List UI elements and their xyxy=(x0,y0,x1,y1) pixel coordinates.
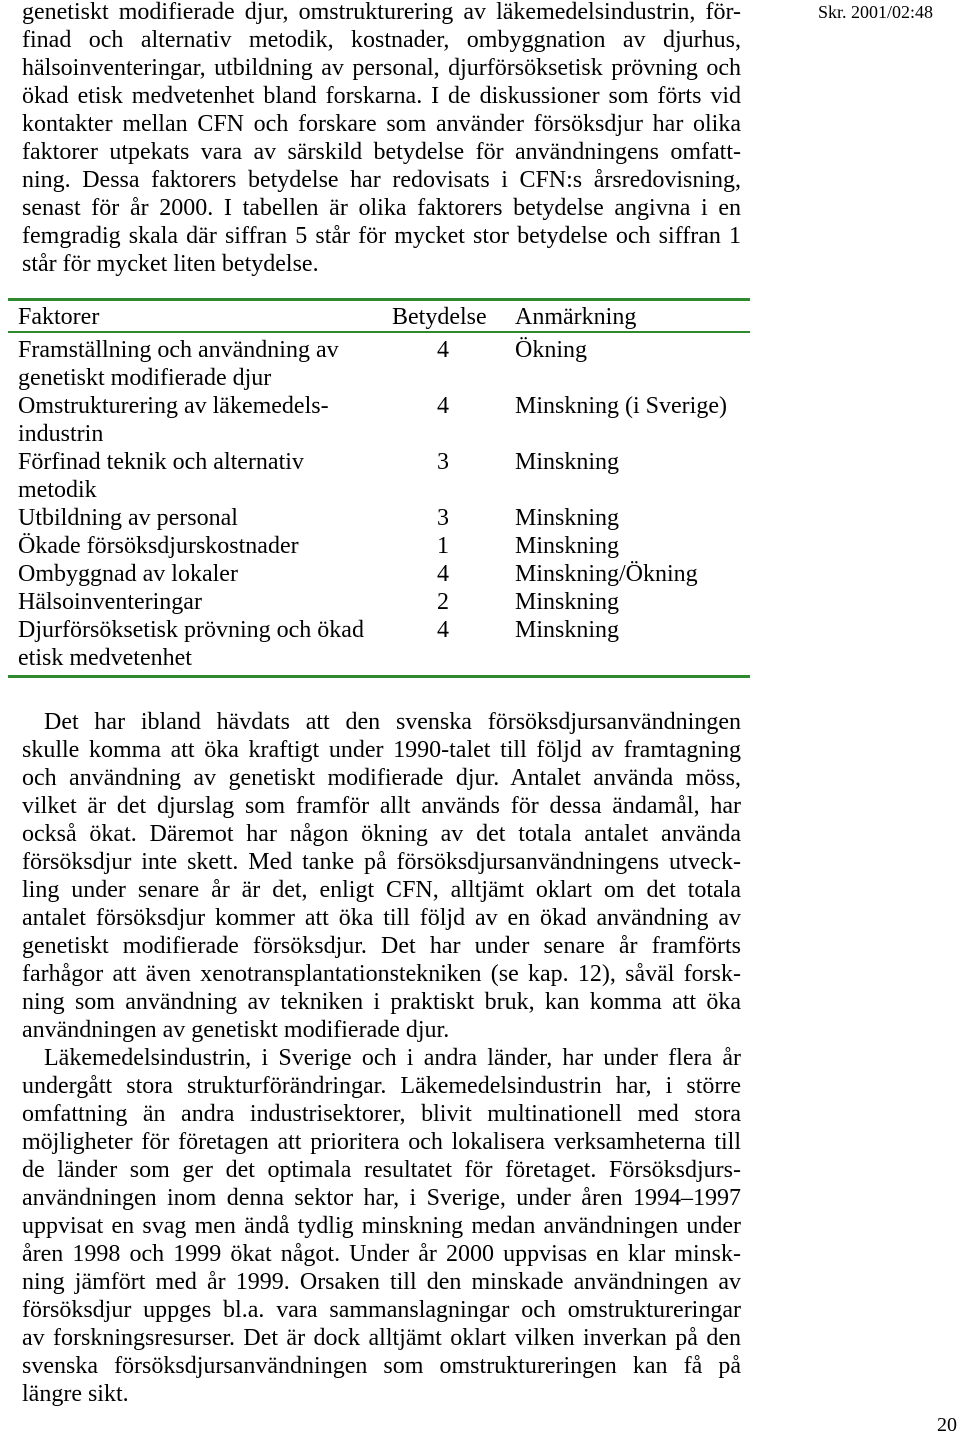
factor-cell: Omstrukturering av läkemedels- industrin xyxy=(18,393,329,447)
factor-cell: Ombyggnad av lokaler xyxy=(18,561,238,587)
factor-cell: Framställning och användning av genetiskt modifierade djur xyxy=(18,337,339,391)
text-line: Läkemedelsindustrin, i Sverige och i andra länder, har under flera år xyxy=(44,1045,741,1071)
text-line: genetiskt modifierade djur, omstrukturering av läkemedelsindustrin, för- xyxy=(22,0,741,25)
text-line: de länder som ger det optimala resultatet för företaget. Försöksdjurs- xyxy=(22,1157,741,1183)
paragraph xyxy=(22,708,741,1044)
text-line: uppvisat en svag men ändå tydlig minskning medan användningen under xyxy=(22,1213,741,1239)
text-line: av forskningsresurser. Det är dock alltjämt oklart vilken inverkan på den xyxy=(22,1325,741,1351)
text-line: omfattning än andra industrisektorer, blivit multinationell med stora xyxy=(22,1101,741,1127)
table-row xyxy=(8,560,750,588)
table-row xyxy=(8,392,750,448)
factor-cell: Ökade försöksdjurskostnader xyxy=(18,533,299,559)
remark-cell: Minskning xyxy=(515,589,620,615)
paragraph xyxy=(22,1044,741,1408)
text-line: genetiskt modifierade försöksdjur. Det har under senare år framförts xyxy=(22,933,741,959)
text-line: ning som användning av tekniken i praktiskt bruk, kan komma att öka xyxy=(22,989,741,1015)
factor-cell: Förfinad teknik och alternativ metodik xyxy=(18,449,304,503)
table-row xyxy=(8,588,750,616)
text-line: Det har ibland hävdats att den svenska försöksdjursanvändningen xyxy=(44,709,741,735)
text-line: svenska försöksdjursanvändningen som omstruktureringen kan få på xyxy=(22,1353,741,1379)
text-line: möjligheter för företagen att prioritera och lokalisera verksamheterna till xyxy=(22,1129,741,1155)
text-line: skulle komma att öka kraftigt under 1990-talet till följd av framtagning xyxy=(22,737,741,763)
importance-cell: 4 xyxy=(437,337,449,363)
text-line: faktorer utpekats vara av särskild betydelse för användningens omfatt- xyxy=(22,139,741,165)
header-remark: Anmärkning xyxy=(515,304,637,330)
text-line: användningen inom denna sektor har, i Sverige, under åren 1994–1997 xyxy=(22,1185,741,1211)
text-line: och användning av genetiskt modifierade djur. Antalet använda möss, xyxy=(22,765,741,791)
text-line: försöksdjur uppges bl.a. vara sammanslagningar och omstruktureringar xyxy=(22,1297,741,1323)
remark-cell: Ökning xyxy=(515,337,587,363)
text-line: undergått stora strukturförändringar. Läkemedelsindustrin har, i större xyxy=(22,1073,741,1099)
text-line: femgradig skala där siffran 5 står för mycket stor betydelse och siffran 1 xyxy=(22,223,741,249)
importance-cell: 2 xyxy=(437,589,449,615)
remark-cell: Minskning xyxy=(515,533,620,559)
factor-cell: Hälsoinventeringar xyxy=(18,589,202,615)
text-line: användningen av genetiskt modifierade djur. xyxy=(22,1017,450,1043)
remark-cell: Minskning xyxy=(515,617,620,643)
factor-cell: Utbildning av personal xyxy=(18,505,238,531)
intro-lines xyxy=(22,0,741,278)
importance-cell: 4 xyxy=(437,617,449,643)
page-number: 20 xyxy=(937,1414,957,1436)
remark-cell: Minskning xyxy=(515,449,620,475)
text-line: står för mycket liten betydelse. xyxy=(22,251,319,277)
table-body xyxy=(8,333,750,675)
importance-cell: 3 xyxy=(437,449,449,475)
text-line: ling under senare år är det, enligt CFN, alltjämt oklart om det totala xyxy=(22,877,741,903)
header-importance: Betydelse xyxy=(392,304,487,330)
text-line: också ökat. Däremot har någon ökning av det totala antalet använda xyxy=(22,821,741,847)
remark-cell: Minskning (i Sverige) xyxy=(515,393,727,419)
text-line: farhågor att även xenotransplantationstekniken (se kap. 12), såväl forsk- xyxy=(22,961,741,987)
text-line: ökad etisk medvetenhet bland forskarna. I de diskussioner som förts vid xyxy=(22,83,741,109)
importance-cell: 4 xyxy=(437,393,449,419)
importance-cell: 1 xyxy=(437,533,449,559)
text-line: vilket är det djurslag som framför allt används för dessa ändamål, har xyxy=(22,793,741,819)
text-line: hälsoinventeringar, utbildning av personal, djurförsöksetisk prövning och xyxy=(22,55,741,81)
factor-cell: Djurförsöksetisk prövning och ökad etisk medvetenhet xyxy=(18,617,364,671)
table-row xyxy=(8,336,750,392)
document-reference: Skr. 2001/02:48 xyxy=(818,2,934,22)
text-line: åren 1998 och 1999 ökat något. Under år 2000 uppvisas en klar minsk- xyxy=(22,1241,741,1267)
table-header-row xyxy=(8,301,750,333)
intro-paragraph xyxy=(22,0,741,278)
table-row xyxy=(8,448,750,504)
table-row xyxy=(8,616,750,672)
factor-table xyxy=(8,298,750,678)
text-line: finad och alternativ metodik, kostnader, ombyggnation av djurhus, xyxy=(22,27,741,53)
importance-cell: 3 xyxy=(437,505,449,531)
body-text xyxy=(22,708,741,1408)
table-row xyxy=(8,532,750,560)
text-line: kontakter mellan CFN och forskare som använder försöksdjur har olika xyxy=(22,111,741,137)
header-factor: Faktorer xyxy=(18,304,100,330)
text-line: ning jämfört med år 1999. Orsaken till den minskade användningen av xyxy=(22,1269,741,1295)
text-line: försöksdjur inte skett. Med tanke på försöksdjursanvändningens utveck- xyxy=(22,849,741,875)
text-line: ning. Dessa faktorers betydelse har redovisats i CFN:s årsredovisning, xyxy=(22,167,741,193)
text-line: antalet försöksdjur kommer att öka till följd av en ökad användning av xyxy=(22,905,741,931)
text-line: senast för år 2000. I tabellen är olika faktorers betydelse angivna i en xyxy=(22,195,741,221)
importance-cell: 4 xyxy=(437,561,449,587)
text-line: längre sikt. xyxy=(22,1381,129,1407)
remark-cell: Minskning xyxy=(515,505,620,531)
remark-cell: Minskning/Ökning xyxy=(515,561,698,587)
table-row xyxy=(8,504,750,532)
